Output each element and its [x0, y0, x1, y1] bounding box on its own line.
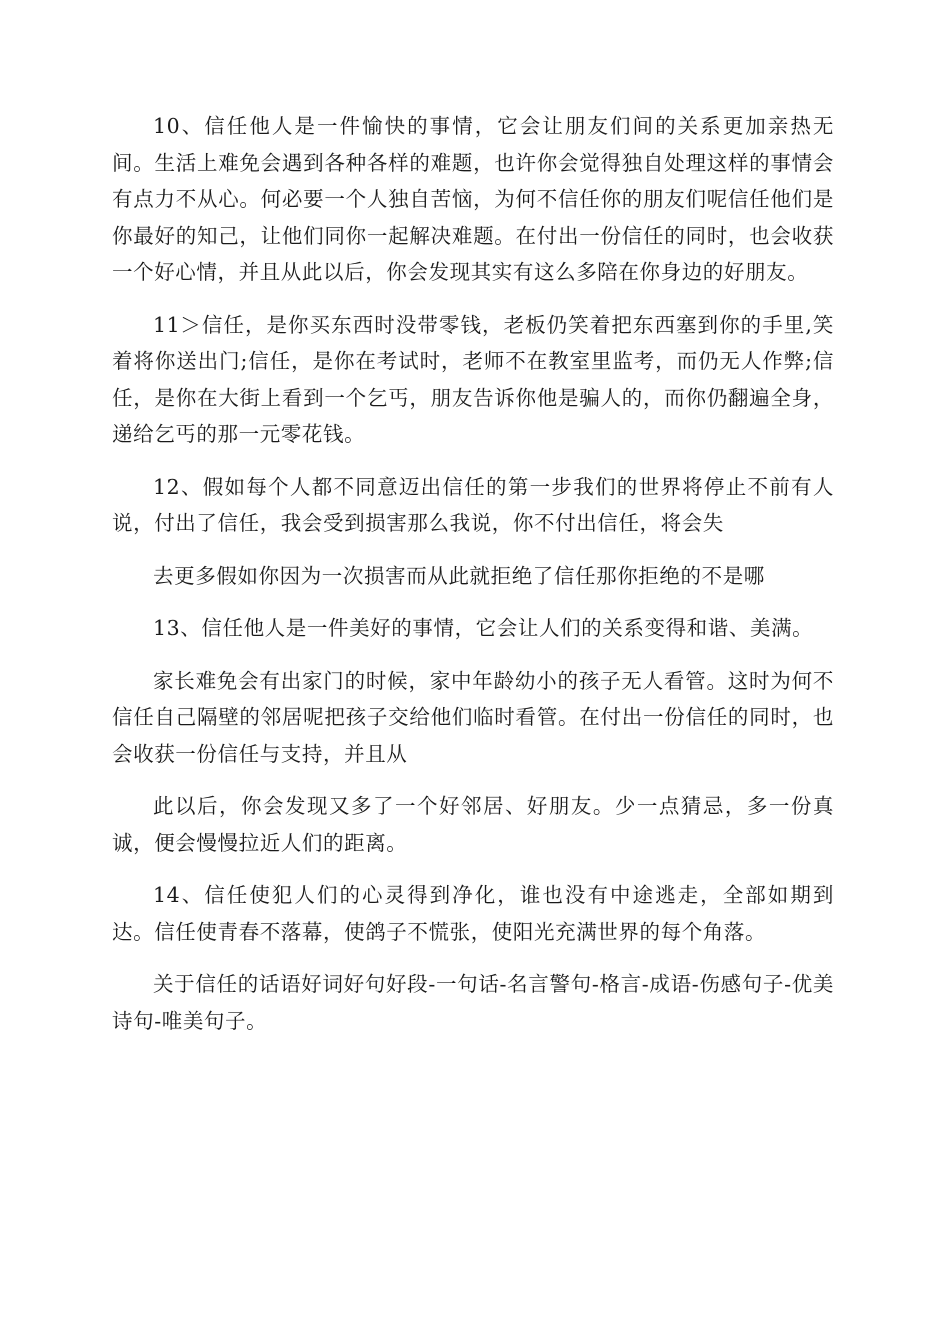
paragraph-footer: 关于信任的话语好词好句好段-一句话-名言警句-格言-成语-伤感句子-优美诗句-唯美句子。: [112, 972, 834, 1033]
paragraph-11: 11＞信任，是你买东西时没带零钱，老板仍笑着把东西塞到你的手里,笑着将你送出门;信任，是你在考试时，老师不在教室里监考，而仍无人作弊;信任，是你在大街上看到一个乞丐，朋友告诉你他是骗人的，而你仍翻遍全身，递给乞丐的那一元零花钱。: [112, 312, 834, 446]
document-body: [112, 108, 834, 1055]
paragraph-13-continued: 此以后，你会发现又多了一个好邻居、好朋友。少一点猜忌，多一份真诚，便会慢慢拉近人们的距离。: [112, 794, 834, 855]
paragraph-13: 13、信任他人是一件美好的事情，它会让人们的关系变得和谐、美满。: [153, 616, 814, 640]
paragraph-12: 12、假如每个人都不同意迈出信任的第一步我们的世界将停止不前有人说，付出了信任，我会受到损害那么我说，你不付出信任，将会失: [112, 474, 834, 535]
paragraph-13-body: 家长难免会有出家门的时候，家中年龄幼小的孩子无人看管。这时为何不信任自己隔壁的邻居呢把孩子交给他们临时看管。在付出一份信任的同时，也会收获一份信任与支持，并且从: [112, 668, 834, 766]
paragraph-12-continued: 去更多假如你因为一次损害而从此就拒绝了信任那你拒绝的不是哪: [153, 563, 765, 588]
paragraph-10: 10、信任他人是一件愉快的事情，它会让朋友们间的关系更加亲热无间。生活上难免会遇到各种各样的难题，也许你会觉得独自处理这样的事情会有点力不从心。何必要一个人独自苦恼，为何不信任你的朋友们呢信任他们是你最好的知己，让他们同你一起解决难题。在付出一份信任的同时，也会收获一个好心情，并且从此以后，你会发现其实有这么多陪在你身边的好朋友。: [112, 114, 834, 284]
paragraph-14: 14、信任使犯人们的心灵得到净化，谁也没有中途逃走，全部如期到达。信任使青春不落幕，使鸽子不慌张，使阳光充满世界的每个角落。: [112, 883, 834, 944]
